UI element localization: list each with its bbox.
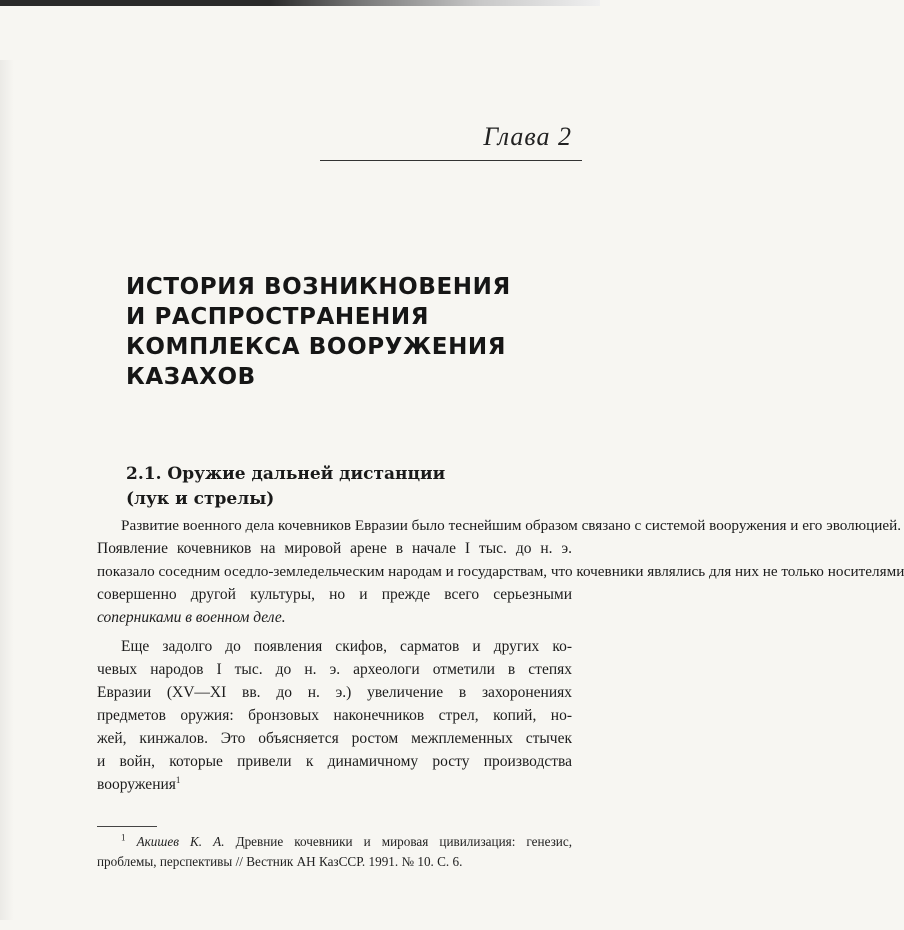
- chapter-title-line: КАЗАХОВ: [126, 364, 256, 390]
- text-line-content: вооружения: [97, 776, 176, 793]
- text-line: Евразии (XV—XI вв. до н. э.) увеличение в захоронениях: [97, 684, 572, 701]
- footnote-text: Древние кочевники и мировая цивилизация: генезис,: [235, 834, 573, 849]
- chapter-title-line: И РАСПРОСТРАНЕНИЯ: [126, 304, 430, 330]
- text-line: жей, кинжалов. Это объясняется ростом межплеменных стычек: [97, 730, 572, 747]
- scan-top-edge: [0, 0, 600, 6]
- body-text: [97, 514, 904, 796]
- text-line: показало соседним оседло-земледельческим народам и государствам, что кочевники являлись для них не только носителями: [97, 563, 904, 580]
- section-heading: [126, 462, 445, 512]
- text-line: соперниками в военном деле.: [97, 609, 286, 626]
- paragraph-1: [97, 514, 904, 629]
- footnote-reference[interactable]: 1: [175, 774, 181, 785]
- text-line: [97, 773, 572, 796]
- chapter-title-line: ИСТОРИЯ ВОЗНИКНОВЕНИЯ: [126, 274, 511, 300]
- footnote: [97, 832, 572, 872]
- paragraph-2: [97, 635, 572, 796]
- section-heading-line: (лук и стрелы): [126, 489, 275, 509]
- chapter-title: [126, 272, 566, 392]
- text-line: Еще задолго до появления скифов, сарматов и других ко-: [121, 638, 572, 655]
- footnote-line: [97, 832, 572, 852]
- text-line: чевых народов I тыс. до н. э. археологи отметили в степях: [97, 661, 572, 678]
- footnote-marker: 1: [121, 832, 126, 843]
- chapter-label: Глава 2: [483, 122, 572, 151]
- section-heading-line: 2.1. Оружие дальней дистанции: [126, 464, 446, 484]
- footnote-rule: [97, 826, 157, 827]
- chapter-rule: [320, 160, 582, 161]
- text-line: предметов оружия: бронзовых наконечников стрел, копий, но-: [97, 707, 572, 724]
- chapter-title-line: КОМПЛЕКСА ВООРУЖЕНИЯ: [126, 334, 507, 360]
- scan-binding-shadow: [0, 60, 14, 920]
- text-line: Появление кочевников на мировой арене в начале I тыс. до н. э.: [97, 540, 572, 557]
- text-line: совершенно другой культуры, но и прежде всего серьезными: [97, 586, 572, 603]
- footnote-line: проблемы, перспективы // Вестник АН КазССР. 1991. № 10. С. 6.: [97, 854, 463, 869]
- footnote-author: Акишев К. А.: [136, 834, 225, 849]
- text-line: Развитие военного дела кочевников Евразии было теснейшим образом связано с системой вооружения и его эволюцией.: [121, 517, 902, 534]
- text-line: и войн, которые привели к динамичному росту производства: [97, 753, 572, 770]
